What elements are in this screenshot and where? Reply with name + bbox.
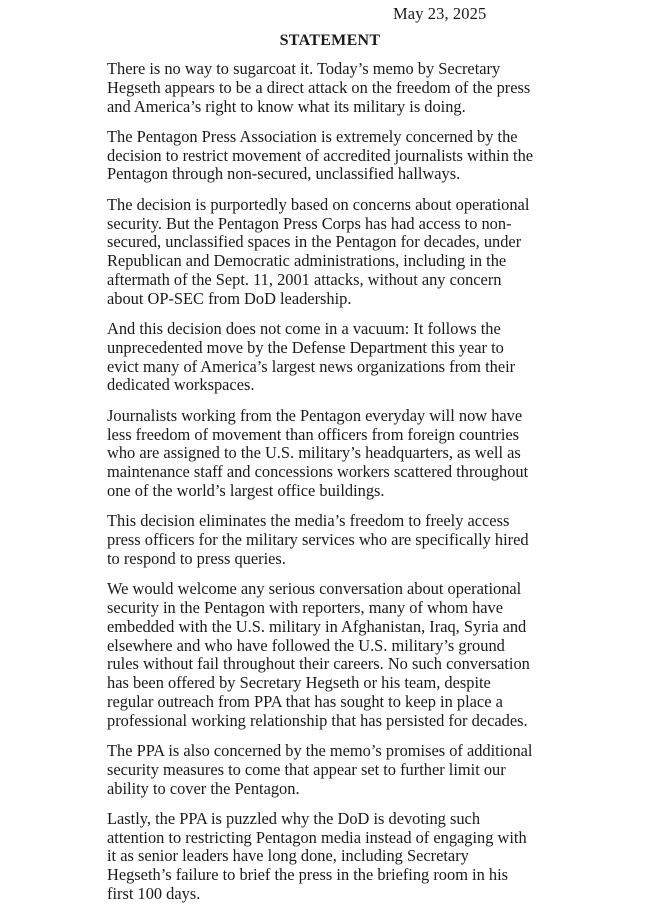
paragraph-2 [107,128,537,184]
text-line: about OP-SEC from DoD leadership. [107,288,352,308]
paragraph-6 [107,512,537,568]
text-line: security measures to come that appear set to further limit our [107,759,506,779]
text-line: embedded with the U.S. military in Afghanistan, Iraq, Syria and [107,616,527,636]
text-line: unprecedented move by the Defense Department this year to [107,337,504,357]
text-line: less freedom of movement than officers from foreign countries [107,424,520,444]
text-line: regular outreach from PPA that has sought to keep in place a [107,691,503,711]
text-line: Hegseth appears to be a direct attack on the freedom of the press [107,77,531,97]
text-line: maintenance staff and concessions workers scattered throughout [107,462,529,482]
statement-body [107,60,537,915]
text-line: dedicated workspaces. [107,375,255,395]
paragraph-1 [107,60,537,116]
text-line: evict many of America’s largest news organizations from their [107,356,516,376]
text-line: attention to restricting Pentagon media instead of engaging with [107,827,527,847]
text-line: The PPA is also concerned by the memo’s promises of additional [107,741,533,760]
text-line: secured, unclassified spaces in the Pentagon for decades, under [107,232,522,252]
text-line: security. But the Pentagon Press Corps has had access to non- [107,213,512,233]
text-line: who are assigned to the U.S. military’s headquarters, as well as [107,443,521,463]
paragraph-4 [107,320,537,395]
text-line: elsewhere and who have followed the U.S. military’s ground [107,635,505,655]
statement-date: May 23, 2025 [393,4,487,23]
text-line: security in the Pentagon with reporters, many of whom have [107,597,504,617]
text-line: first 100 days. [107,884,201,904]
text-line: Republican and Democratic administrations, including in the [107,251,507,271]
text-line: press officers for the military services who are specifically hired [107,530,529,550]
paragraph-8 [107,742,537,798]
text-line: one of the world’s largest office buildings. [107,480,385,500]
text-line: decision to restrict movement of accredited journalists within the [107,145,534,165]
text-line: it as senior leaders have long done, including Secretary [107,846,469,866]
paragraph-7 [107,580,537,730]
text-line: Journalists working from the Pentagon everyday will now have [107,405,523,425]
paragraph-3 [107,196,537,309]
text-line: to respond to press queries. [107,548,286,568]
text-line: Hegseth’s failure to brief the press in the briefing room in his [107,865,509,885]
statement-title: STATEMENT [279,32,381,49]
text-line: Lastly, the PPA is puzzled why the DoD is devoting such [107,808,481,828]
text-line: And this decision does not come in a vacuum: It follows the [107,319,501,339]
text-line: This decision eliminates the media’s freedom to freely access [107,511,510,531]
text-line: Pentagon through non-secured, unclassified hallways. [107,164,461,184]
text-line: There is no way to sugarcoat it. Today’s memo by Secretary [107,59,501,78]
text-line: aftermath of the Sept. 11, 2001 attacks, without any concern [107,269,502,289]
text-line: professional working relationship that has persisted for decades. [107,710,528,730]
text-line: and America’s right to know what its military is doing. [107,96,466,116]
paragraph-5 [107,407,537,501]
text-line: ability to cover the Pentagon. [107,778,300,798]
text-line: The decision is purportedly based on concerns about operational [107,194,530,214]
text-line: We would welcome any serious conversation about operational [107,579,522,599]
paragraph-9 [107,810,537,904]
text-line: The Pentagon Press Association is extremely concerned by the [107,126,518,146]
text-line: rules without fail throughout their careers. No such conversation [107,654,530,674]
text-line: has been offered by Secretary Hegseth or his team, despite [107,673,491,693]
